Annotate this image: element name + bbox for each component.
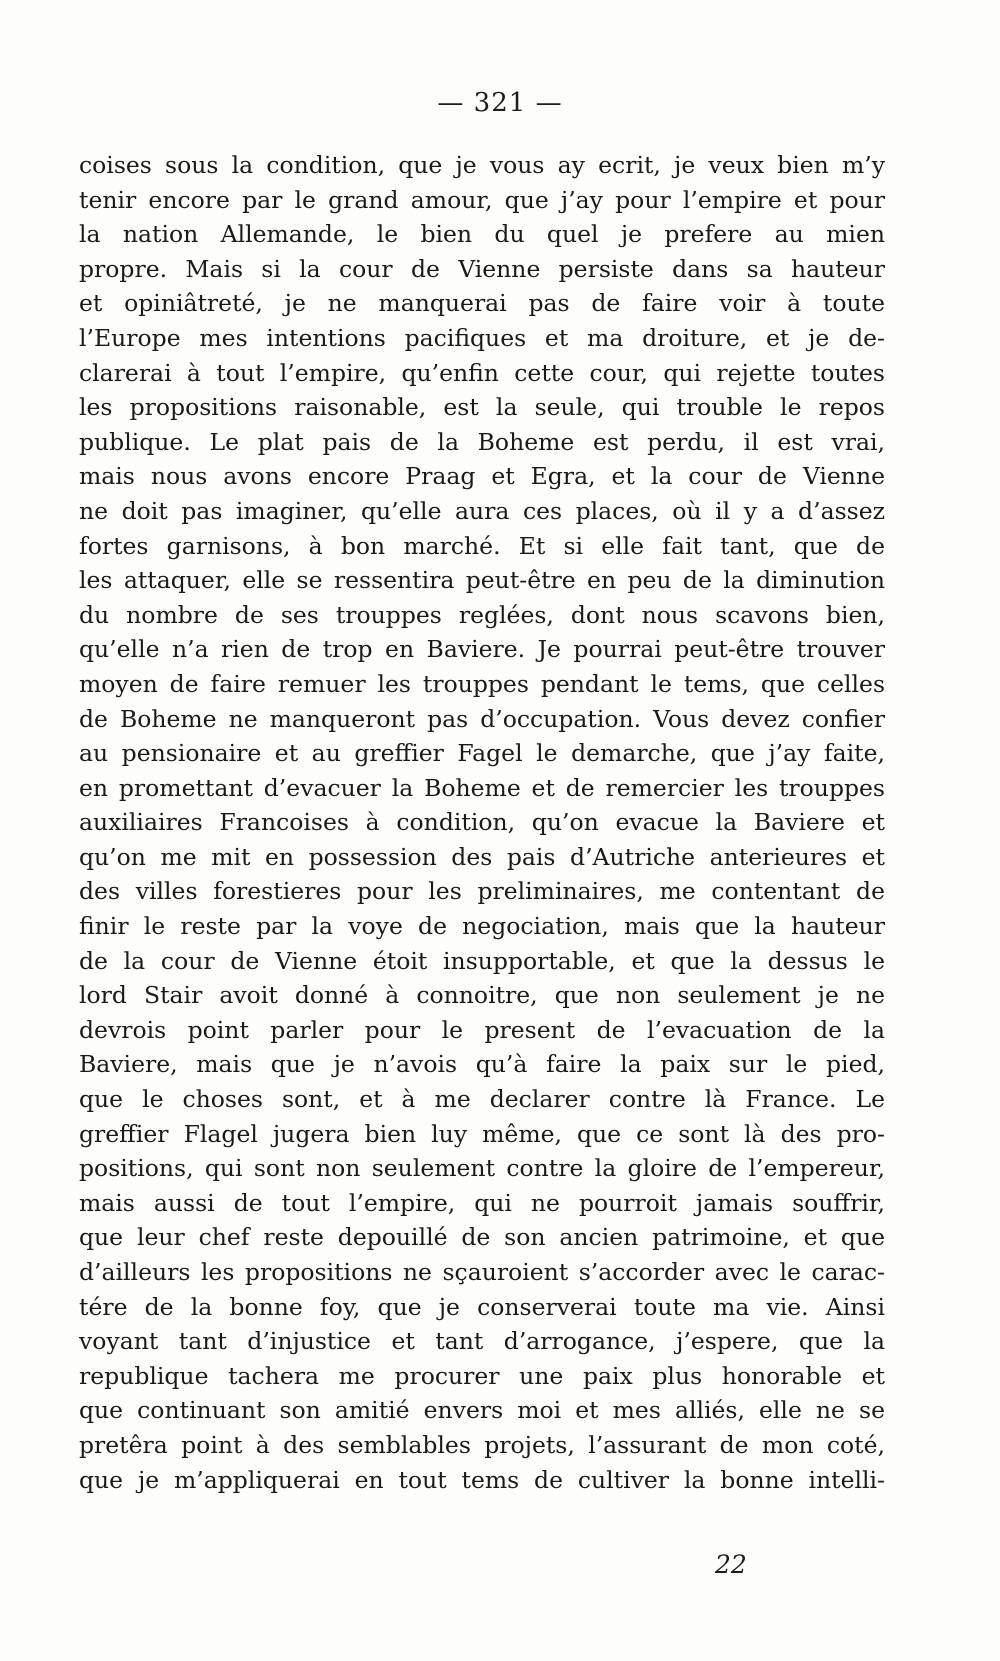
text-line: que le choses sont, et à me declarer contre là France. Le: [79, 1085, 885, 1114]
page-number-header: — 321 —: [437, 88, 563, 118]
text-line: que continuant son amitié envers moi et mes alliés, elle ne se: [79, 1396, 885, 1425]
text-line: au pensionaire et au greffier Fagel le demarche, que j’ay faite,: [79, 739, 885, 768]
text-line: les propositions raisonable, est la seule, qui trouble le repos: [79, 393, 885, 422]
text-line: de Boheme ne manqueront pas d’occupation. Vous devez confier: [79, 704, 885, 733]
text-line: propre. Mais si la cour de Vienne persiste dans sa hauteur: [79, 254, 885, 283]
text-line: que je m’appliquerai en tout tems de cultiver la bonne intelli-: [79, 1465, 885, 1494]
body-text: [79, 148, 885, 1497]
text-line: l’Europe mes intentions pacifiques et ma droiture, et je de-: [79, 323, 885, 352]
text-line: ne doit pas imaginer, qu’elle aura ces places, où il y a d’assez: [79, 496, 885, 525]
text-line: publique. Le plat pais de la Boheme est perdu, il est vrai,: [79, 427, 885, 456]
text-line: tenir encore par le grand amour, que j’ay pour l’empire et pour: [79, 185, 885, 214]
text-line: devrois point parler pour le present de l’evacuation de la: [79, 1015, 885, 1044]
text-line: de la cour de Vienne étoit insupportable, et que la dessus le: [79, 946, 885, 975]
text-line: en promettant d’evacuer la Boheme et de remercier les trouppes: [79, 773, 885, 802]
text-line: pretêra point à des semblables projets, l’assurant de mon coté,: [79, 1430, 885, 1459]
text-line: mais aussi de tout l’empire, qui ne pourroit jamais souffrir,: [79, 1188, 885, 1217]
text-line: auxiliaires Francoises à condition, qu’on evacue la Baviere et: [79, 808, 885, 837]
text-line: greffier Flagel jugera bien luy même, que ce sont là des pro-: [79, 1119, 885, 1148]
text-line: clarerai à tout l’empire, qu’enfin cette cour, qui rejette toutes: [79, 358, 885, 387]
text-line: republique tachera me procurer une paix plus honorable et: [79, 1361, 885, 1390]
text-line: lord Stair avoit donné à connoitre, que non seulement je ne: [79, 981, 885, 1010]
text-line: la nation Allemande, le bien du quel je prefere au mien: [79, 220, 885, 249]
text-line: des villes forestieres pour les preliminaires, me contentant de: [79, 877, 885, 906]
text-line: Baviere, mais que je n’avois qu’à faire la paix sur le pied,: [79, 1050, 885, 1079]
text-line: positions, qui sont non seulement contre la gloire de l’empereur,: [79, 1154, 885, 1183]
text-line: et opiniâtreté, je ne manquerai pas de faire voir à toute: [79, 289, 885, 318]
text-line: voyant tant d’injustice et tant d’arrogance, j’espere, que la: [79, 1327, 885, 1356]
text-line: que leur chef reste depouillé de son ancien patrimoine, et que: [79, 1223, 885, 1252]
text-line: qu’elle n’a rien de trop en Baviere. Je pourrai peut-être trouver: [79, 635, 885, 664]
text-line: les attaquer, elle se ressentira peut-être en peu de la diminution: [79, 566, 885, 595]
text-line: moyen de faire remuer les trouppes pendant le tems, que celles: [79, 669, 885, 698]
text-line: finir le reste par la voye de negociation, mais que la hauteur: [79, 912, 885, 941]
text-line: d’ailleurs les propositions ne sçauroient s’accorder avec le carac-: [79, 1258, 885, 1286]
text-line: fortes garnisons, à bon marché. Et si elle fait tant, que de: [79, 531, 885, 560]
text-line: qu’on me mit en possession des pais d’Autriche anterieures et: [79, 842, 885, 871]
text-line: mais nous avons encore Praag et Egra, et la cour de Vienne: [79, 462, 885, 491]
signature-mark: 22: [715, 1550, 747, 1579]
text-line: tére de la bonne foy, que je conserverai toute ma vie. Ainsi: [79, 1292, 885, 1321]
text-line: coises sous la condition, que je vous ay ecrit, je veux bien m’y: [79, 151, 885, 179]
text-line: du nombre de ses trouppes reglées, dont nous scavons bien,: [79, 600, 885, 629]
